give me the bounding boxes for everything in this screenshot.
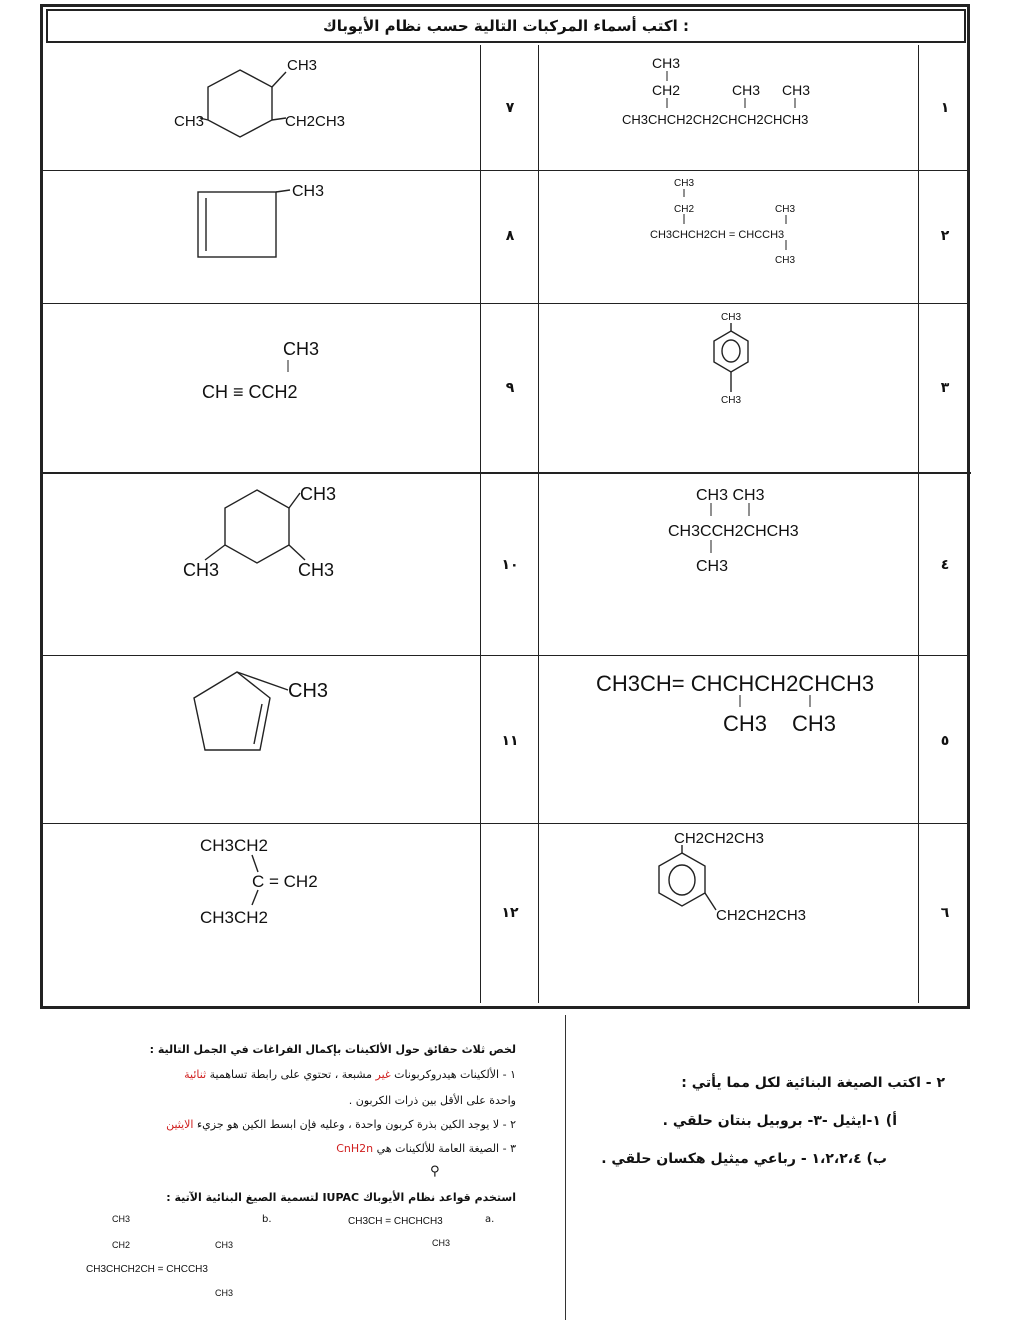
row-number: ٦	[940, 905, 950, 921]
fact-line-1b: واحدة على الأقل بين ذرات الكربون .	[348, 1094, 516, 1107]
row-number: ١١	[501, 733, 519, 749]
row-number: ١٢	[501, 905, 519, 921]
row-number: ٣	[940, 380, 950, 396]
formula-b-main: CH3CHCH2CH = CHCCH3	[86, 1264, 208, 1275]
formula-b-mid: CH2	[112, 1240, 131, 1250]
formula-text: CH3	[292, 183, 325, 200]
formula-text: CH3	[721, 312, 742, 323]
formula-text: CH3	[792, 711, 837, 736]
formula-text: CH3	[696, 558, 729, 575]
formula-text: CH2CH3	[285, 113, 346, 130]
row-number: ١٠	[501, 557, 519, 573]
iupac-heading: استخدم قواعد نظام الأيوباك IUPAC لتسمية الصيغ البنائية الآتية :	[166, 1191, 516, 1204]
formula-text: CH3	[652, 55, 681, 71]
fact-line-1	[80, 1068, 516, 1081]
task2-heading: ٢ - اكتب الصيغة البنائية لكل مما يأتي :	[681, 1075, 945, 1091]
row-number: ٢	[940, 228, 950, 244]
zoom-icon[interactable]: ⚲	[430, 1164, 440, 1179]
task2-item-b: ب) ١،٢،٢،٤ - رباعي ميثيل هكسان حلقي .	[601, 1151, 887, 1167]
formula-text: CH3	[782, 82, 811, 98]
formula-text: CH3	[775, 204, 796, 215]
formula-text: CH3	[674, 178, 695, 189]
formula-text: CH3	[174, 113, 205, 130]
formula-text: CH2	[674, 204, 695, 215]
formula-text: CH3	[298, 560, 335, 580]
row-number: ٧	[505, 100, 515, 116]
answer-text: ثنائية	[184, 1068, 207, 1081]
formula-text: CH3	[775, 255, 796, 266]
answer-text: غير	[375, 1068, 391, 1081]
formula-text: CH ≡ CCH2	[202, 382, 298, 402]
fact-line-2	[60, 1118, 516, 1131]
formula-text: CH3 CH3	[696, 487, 765, 504]
text: ٣ - الصيغة العامة للألكينات هي	[376, 1142, 516, 1155]
formula-text: CH3CH2	[200, 836, 269, 855]
task2-item-a: أ) ١-ايثيل -٣- بروبيل بنتان حلقي .	[662, 1113, 897, 1129]
benzene-ring-6	[659, 853, 705, 906]
answer-text: CnH2n	[336, 1142, 374, 1155]
formula-text: CH3	[721, 395, 742, 406]
panel-divider	[565, 1015, 566, 1320]
formula-text: CH3	[288, 680, 329, 702]
formula-a-main: CH3CH = CHCHCH3	[348, 1216, 443, 1227]
formula-text: CH2CH2CH3	[716, 907, 807, 924]
formula-text: CH3	[287, 57, 318, 74]
formula-text: CH3	[283, 339, 320, 359]
formula-text: CH2CH2CH3	[674, 830, 765, 847]
row-number: ٥	[940, 733, 950, 749]
formula-text: CH3CHCH2CH2CHCH2CHCH3	[622, 112, 809, 127]
text: ١ - الألكينات هيدروكربونات	[394, 1068, 516, 1081]
benzene-ring-3	[714, 331, 748, 372]
cyclopentene-ring	[194, 672, 270, 750]
formula-text: C = CH2	[252, 872, 318, 891]
row-number: ٨	[505, 228, 515, 244]
cyclohexane-ring-10	[225, 490, 289, 563]
row-number: ١	[940, 100, 950, 116]
title-text: اكتب أسماء المركبات التالية حسب نظام الأيوباك :	[323, 17, 689, 35]
formula-text: CH3	[300, 484, 337, 504]
row-number: ٤	[940, 557, 950, 573]
formula-text: CH3	[732, 82, 761, 98]
text: مشبعة ، تحتوي على رابطة تساهمية	[209, 1068, 373, 1081]
formula-text: CH3CHCH2CH = CHCCH3	[650, 229, 785, 241]
text: ٢ - لا يوجد الكين بذرة كربون واحدة ، وعليه فإن ابسط الكين هو جزيء	[196, 1118, 516, 1131]
row-number: ٩	[505, 380, 515, 396]
formula-text: CH3	[723, 711, 768, 736]
formula-b-sub: CH3	[215, 1240, 234, 1250]
formula-text: CH3CCH2CHCH3	[668, 523, 799, 540]
cyclobutene-ring	[198, 192, 276, 257]
formula-text: CH3CH2	[200, 908, 269, 927]
cyclohexane-ring-7	[208, 70, 272, 137]
formula-a-sub: CH3	[432, 1238, 451, 1248]
label-a: a.	[485, 1214, 495, 1225]
label-b: b.	[262, 1214, 272, 1225]
formula-text: CH3	[183, 560, 220, 580]
formula-b-top: CH3	[112, 1214, 131, 1224]
formula-text: CH3CH= CHCHCH2CHCH3	[596, 671, 875, 696]
fact-line-3	[80, 1142, 516, 1155]
formula-text: CH2	[652, 82, 681, 98]
alkene-heading: لخص ثلاث حقائق حول الألكينات بإكمال الفراغات في الجمل التالية :	[149, 1043, 516, 1056]
answer-text: الايثين	[166, 1118, 194, 1131]
formula-b-bot: CH3	[215, 1288, 234, 1298]
